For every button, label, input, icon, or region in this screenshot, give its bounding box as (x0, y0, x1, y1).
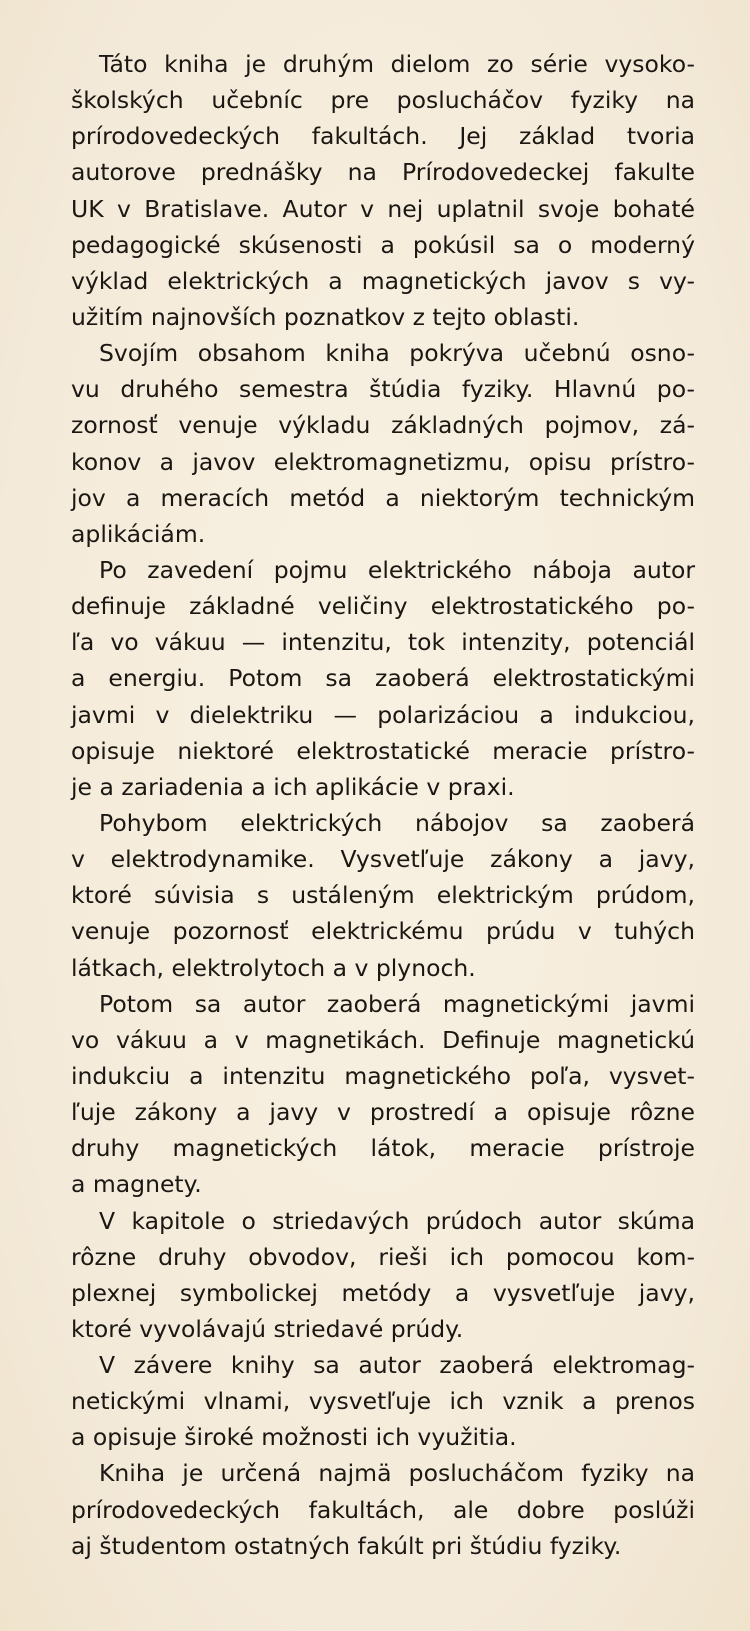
text-line: Pohybom elektrických nábojov sa zaoberá (99, 808, 695, 837)
paragraph (71, 986, 695, 1203)
text-line: netickými vlnami, vysvetľuje ich vznik a prenos (71, 1387, 695, 1416)
text-line: Táto kniha je druhým dielom zo série vysoko- (99, 50, 695, 78)
text-line: venuje pozornosť elektrickému prúdu v tuhých (71, 917, 695, 946)
text-line: V závere knihy sa autor zaoberá elektromag- (99, 1351, 695, 1380)
text-line: prírodovedeckých fakultách. Jej základ tvoria (71, 122, 695, 151)
text-line: užitím najnovších poznatkov z tejto oblasti. (71, 302, 580, 331)
text-line: a opisuje široké možnosti ich využitia. (71, 1423, 517, 1452)
text-line: prírodovedeckých fakultách, ale dobre poslúži (71, 1495, 695, 1524)
text-line: aj študentom ostatných fakúlt pri štúdiu fyziky. (71, 1531, 622, 1560)
text-line: aplikáciám. (71, 519, 206, 548)
text-line: látkach, elektrolytoch a v plynoch. (71, 953, 476, 982)
text-line: pedagogické skúsenosti a pokúsil sa o moderný (71, 230, 695, 259)
text-line: a magnety. (71, 1170, 202, 1199)
text-line: javmi v dielektriku — polarizáciou a indukciou, (71, 700, 695, 729)
text-line: ľa vo vákuu — intenzitu, tok intenzity, potenciál (71, 628, 695, 657)
text-line: v elektrodynamike. Vysvetľuje zákony a javy, (71, 845, 695, 874)
text-line: je a zariadenia a ich aplikácie v praxi. (71, 772, 515, 801)
text-line: rôzne druhy obvodov, rieši ich pomocou kom- (71, 1242, 695, 1271)
paragraph (71, 1347, 695, 1455)
text-line: zornosť venuje výkladu základných pojmov, zá- (71, 411, 695, 440)
paragraph (71, 335, 695, 552)
text-line: UK v Bratislave. Autor v nej uplatnil svoje bohaté (71, 194, 695, 223)
text-line: Kniha je určená najmä poslucháčom fyziky na (99, 1459, 695, 1488)
text-line: školských učebníc pre poslucháčov fyziky na (71, 86, 695, 115)
paragraph (71, 1455, 695, 1563)
text-line: vo vákuu a v magnetikách. Definuje magnetickú (71, 1025, 695, 1054)
text-line: Svojím obsahom kniha pokrýva učebnú osno- (99, 339, 695, 368)
text-line: ktoré súvisia s ustáleným elektrickým prúdom, (71, 881, 695, 910)
paragraph (71, 1203, 695, 1348)
blurb-text-block (71, 46, 695, 1564)
text-line: definuje základné veličiny elektrostatického po- (71, 592, 695, 621)
text-line: a energiu. Potom sa zaoberá elektrostatickými (71, 664, 695, 693)
text-line: konov a javov elektromagnetizmu, opisu prístro- (71, 447, 695, 476)
text-line: ľuje zákony a javy v prostredí a opisuje rôzne (71, 1098, 695, 1127)
paragraph (71, 552, 695, 805)
paragraph (71, 805, 695, 986)
text-line: V kapitole o striedavých prúdoch autor skúma (99, 1206, 695, 1235)
text-line: Po zavedení pojmu elektrického náboja autor (99, 555, 695, 584)
text-line: výklad elektrických a magnetických javov s vy- (71, 266, 695, 295)
text-line: Potom sa autor zaoberá magnetickými javmi (99, 989, 695, 1018)
text-line: autorove prednášky na Prírodovedeckej fakulte (71, 158, 695, 187)
text-line: indukciu a intenzitu magnetického poľa, vysvet- (71, 1061, 695, 1090)
text-line: plexnej symbolickej metódy a vysvetľuje javy, (71, 1278, 695, 1307)
text-line: opisuje niektoré elektrostatické meracie prístro- (71, 736, 695, 765)
text-line: vu druhého semestra štúdia fyziky. Hlavnú po- (71, 375, 695, 404)
text-line: druhy magnetických látok, meracie prístroje (71, 1134, 695, 1163)
text-line: ktoré vyvolávajú striedavé prúdy. (71, 1314, 464, 1343)
paragraph (71, 46, 695, 335)
text-line: jov a meracích metód a niektorým technickým (71, 483, 695, 512)
